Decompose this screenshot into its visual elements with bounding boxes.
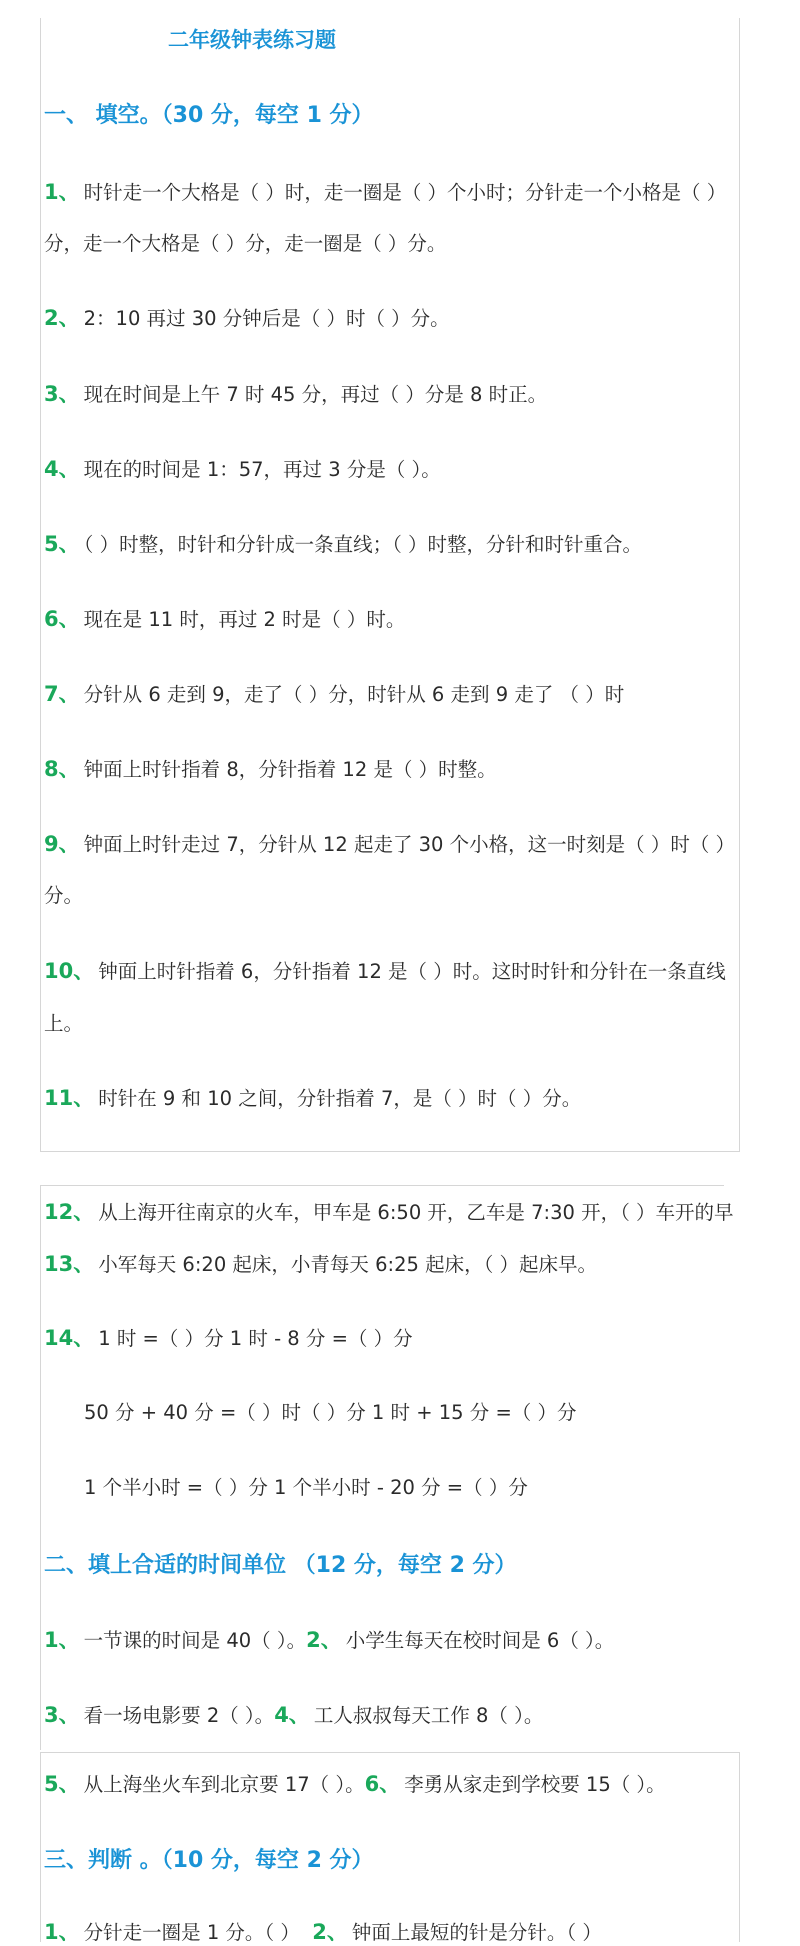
- question-row-partial: [44, 1916, 602, 1946]
- question-text: 钟面上时针指着 6，分针指着 12 是（ ）时。这时时针和分针在一条直线: [98, 960, 726, 983]
- question-text: 分针从 6 走到 9，走了（ ）分，时针从 6 走到 9 走了 （ ）时: [83, 683, 625, 706]
- question-row: [44, 453, 441, 483]
- question-number: 2、: [306, 1628, 342, 1652]
- question-text: 1 个半小时 =（ ）分 1 个半小时 - 20 分 =（ ）分: [84, 1476, 528, 1499]
- question-number: 6、: [364, 1772, 401, 1796]
- question-text: 钟面上最短的针是分针。（ ）: [351, 1921, 602, 1944]
- question-text: 小军每天 6:20 起床，小青每天 6:25 起床，（ ）起床早。: [98, 1253, 598, 1276]
- question-text: 从上海坐火车到北京要 17（ ）。: [83, 1773, 365, 1796]
- section-heading-2: 二、填上合适的时间单位 （12 分，每空 2 分）: [44, 1553, 517, 1578]
- question-row: [44, 1624, 614, 1654]
- question-number: 12、: [44, 1200, 95, 1224]
- question-number: 2、: [312, 1920, 348, 1944]
- question-number: 14、: [44, 1326, 95, 1350]
- question-number: 1、: [44, 1920, 80, 1944]
- question-number: 9、: [44, 832, 80, 856]
- question-number: 3、: [44, 382, 80, 406]
- question-text: 钟面上时针指着 8，分针指着 12 是（ ）时整。: [83, 758, 497, 781]
- question-text: 钟面上时针走过 7，分针从 12 起走了 30 个小格，这一时刻是（ ）时（ ）: [83, 833, 736, 856]
- section-heading-3: 三、判断 。（10 分，每空 2 分）: [44, 1848, 374, 1873]
- question-text: 现在是 11 时，再过 2 时是（ ）时。: [83, 608, 406, 631]
- question-row: [44, 603, 405, 633]
- question-number: 13、: [44, 1252, 95, 1276]
- question-row: [44, 176, 726, 206]
- question-number: 4、: [44, 457, 80, 481]
- question-number: 11、: [44, 1086, 95, 1110]
- question-text: 分针走一圈是 1 分。（ ）: [83, 1921, 300, 1944]
- question-number: 1、: [44, 1628, 80, 1652]
- question-number: 8、: [44, 757, 80, 781]
- question-row: [44, 955, 726, 985]
- question-row: [44, 1322, 413, 1352]
- question-row: [44, 678, 624, 708]
- question-text: 一节课的时间是 40（ ）。: [83, 1629, 307, 1652]
- question-number: 6、: [44, 607, 80, 631]
- question-text: 时针走一个大格是（ ）时，走一圈是（ ）个小时；分针走一个小格是（ ）: [83, 181, 727, 204]
- question-text: 看一场电影要 2（ ）。: [83, 1704, 275, 1727]
- question-text: 分，走一个大格是（ ）分，走一圈是（ ）分。: [44, 232, 447, 255]
- question-number: 3、: [44, 1703, 80, 1727]
- question-text: 50 分 + 40 分 =（ ）时（ ）分 1 时 + 15 分 =（ ）分: [84, 1401, 577, 1424]
- question-text: 分。: [44, 884, 84, 907]
- question-row: [44, 528, 642, 558]
- question-row: [44, 302, 450, 332]
- question-row: [84, 1472, 528, 1500]
- question-text: 1 时 =（ ）分 1 时 - 8 分 =（ ）分: [98, 1327, 413, 1350]
- question-number: 2、: [44, 306, 80, 330]
- question-text: 2：10 再过 30 分钟后是（ ）时（ ）分。: [83, 307, 450, 330]
- section-heading-1: 一、 填空。（30 分，每空 1 分）: [44, 103, 374, 128]
- question-text: 工人叔叔每天工作 8（ ）。: [313, 1704, 544, 1727]
- question-text: 现在的时间是 1：57，再过 3 分是（ ）。: [83, 458, 441, 481]
- question-row: [44, 228, 446, 256]
- question-row: [44, 378, 547, 408]
- question-text: 从上海开往南京的火车，甲车是 6:50 开，乙车是 7:30 开，（ ）车开的早: [98, 1201, 734, 1224]
- question-row: [44, 1248, 597, 1278]
- question-text: 上。: [44, 1012, 84, 1035]
- question-row: [44, 828, 735, 858]
- question-row: [44, 1196, 734, 1226]
- question-row: [44, 1699, 543, 1729]
- question-text: 现在时间是上午 7 时 45 分，再过（ ）分是 8 时正。: [83, 383, 548, 406]
- question-row: [84, 1397, 576, 1425]
- question-number: 5、: [44, 532, 80, 556]
- question-row: [44, 1082, 581, 1112]
- question-text: 小学生每天在校时间是 6（ ）。: [345, 1629, 615, 1652]
- question-text: （ ）时整，时针和分针成一条直线；（ ）时整，分针和时针重合。: [83, 533, 643, 556]
- question-number: 1、: [44, 180, 80, 204]
- page-title: 二年级钟表练习题: [168, 28, 336, 52]
- question-text: 时针在 9 和 10 之间，分针指着 7，是（ ）时（ ）分。: [98, 1087, 582, 1110]
- question-number: 4、: [274, 1703, 310, 1727]
- question-number: 5、: [44, 1772, 80, 1796]
- question-number: 7、: [44, 682, 80, 706]
- question-row: [44, 880, 83, 908]
- question-row: [44, 1008, 83, 1036]
- question-text: 李勇从家走到学校要 15（ ）。: [404, 1773, 666, 1796]
- question-row: [44, 1768, 666, 1798]
- question-row: [44, 753, 497, 783]
- question-number: 10、: [44, 959, 95, 983]
